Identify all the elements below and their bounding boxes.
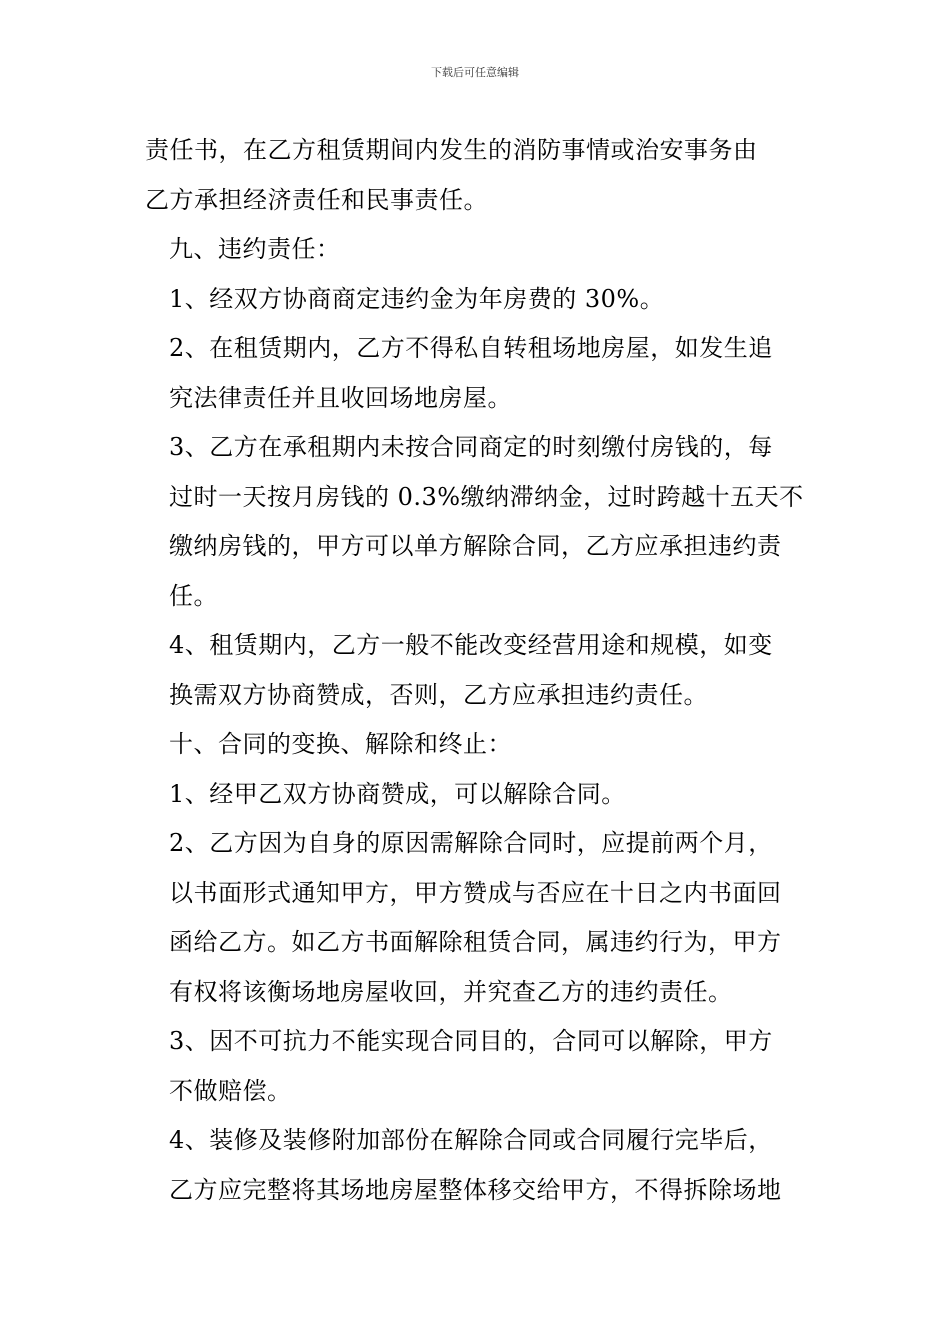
section-heading-breach	[145, 225, 807, 275]
clause-termination-2	[145, 819, 807, 1017]
text-line: 1、经双方协商商定违约金为年房费的 30%。	[169, 284, 665, 313]
text-line: 以书面形式通知甲方，甲方赞成与否应在十日之内书面回	[169, 878, 782, 907]
text-line: 究法律责任并且收回场地房屋。	[169, 383, 512, 412]
clause-breach-1	[145, 275, 807, 325]
text-line: 十、合同的变换、解除和终止：	[169, 730, 512, 758]
clause-breach-2	[145, 324, 807, 423]
text-line: 乙方应完整将其场地房屋整体移交给甲方，不得拆除场地	[169, 1175, 782, 1204]
text-line: 4、租赁期内，乙方一般不能改变经营用途和规模，如变	[169, 631, 773, 659]
text-line: 换需双方协商赞成，否则，乙方应承担违约责任。	[169, 680, 708, 709]
clause-termination-1	[145, 770, 807, 820]
text-line: 缴纳房钱的，甲方可以单方解除合同，乙方应承担违约责	[169, 532, 782, 560]
text-line: 不做赔偿。	[169, 1076, 292, 1105]
text-line: 过时一天按月房钱的 0.3%缴纳滞纳金，过时跨越十五天不	[169, 482, 804, 511]
text-line: 函给乙方。如乙方书面解除租赁合同，属违约行为，甲方	[169, 928, 782, 956]
text-line: 1、经甲乙双方协商赞成，可以解除合同。	[169, 779, 626, 808]
text-line: 任。	[169, 581, 218, 610]
text-line: 责任书，在乙方租赁期间内发生的消防事情或治安事务由	[145, 136, 758, 164]
section-heading-termination	[145, 720, 807, 770]
text-line: 有权将该衡场地房屋收回，并究查乙方的违约责任。	[169, 977, 733, 1006]
text-line: 4、装修及装修附加部份在解除合同或合同履行完毕后，	[169, 1126, 773, 1154]
text-line: 乙方承担经济责任和民事责任。	[145, 185, 488, 214]
clause-breach-4	[145, 621, 807, 720]
text-line: 3、乙方在承租期内未按合同商定的时刻缴付房钱的，每	[169, 433, 773, 461]
clause-breach-3	[145, 423, 807, 621]
paragraph-liability-continued	[145, 126, 807, 225]
clause-termination-4	[145, 1116, 807, 1215]
page-header-note: 下载后可任意编辑	[431, 66, 519, 79]
text-line: 2、在租赁期内，乙方不得私自转租场地房屋，如发生追	[169, 334, 773, 362]
text-line: 2、乙方因为自身的原因需解除合同时，应提前两个月，	[169, 829, 773, 857]
text-line: 3、因不可抗力不能实现合同目的，合同可以解除，甲方	[169, 1027, 773, 1055]
clause-termination-3	[145, 1017, 807, 1116]
text-line: 九、违约责任：	[169, 235, 341, 263]
document-body	[145, 126, 807, 1215]
